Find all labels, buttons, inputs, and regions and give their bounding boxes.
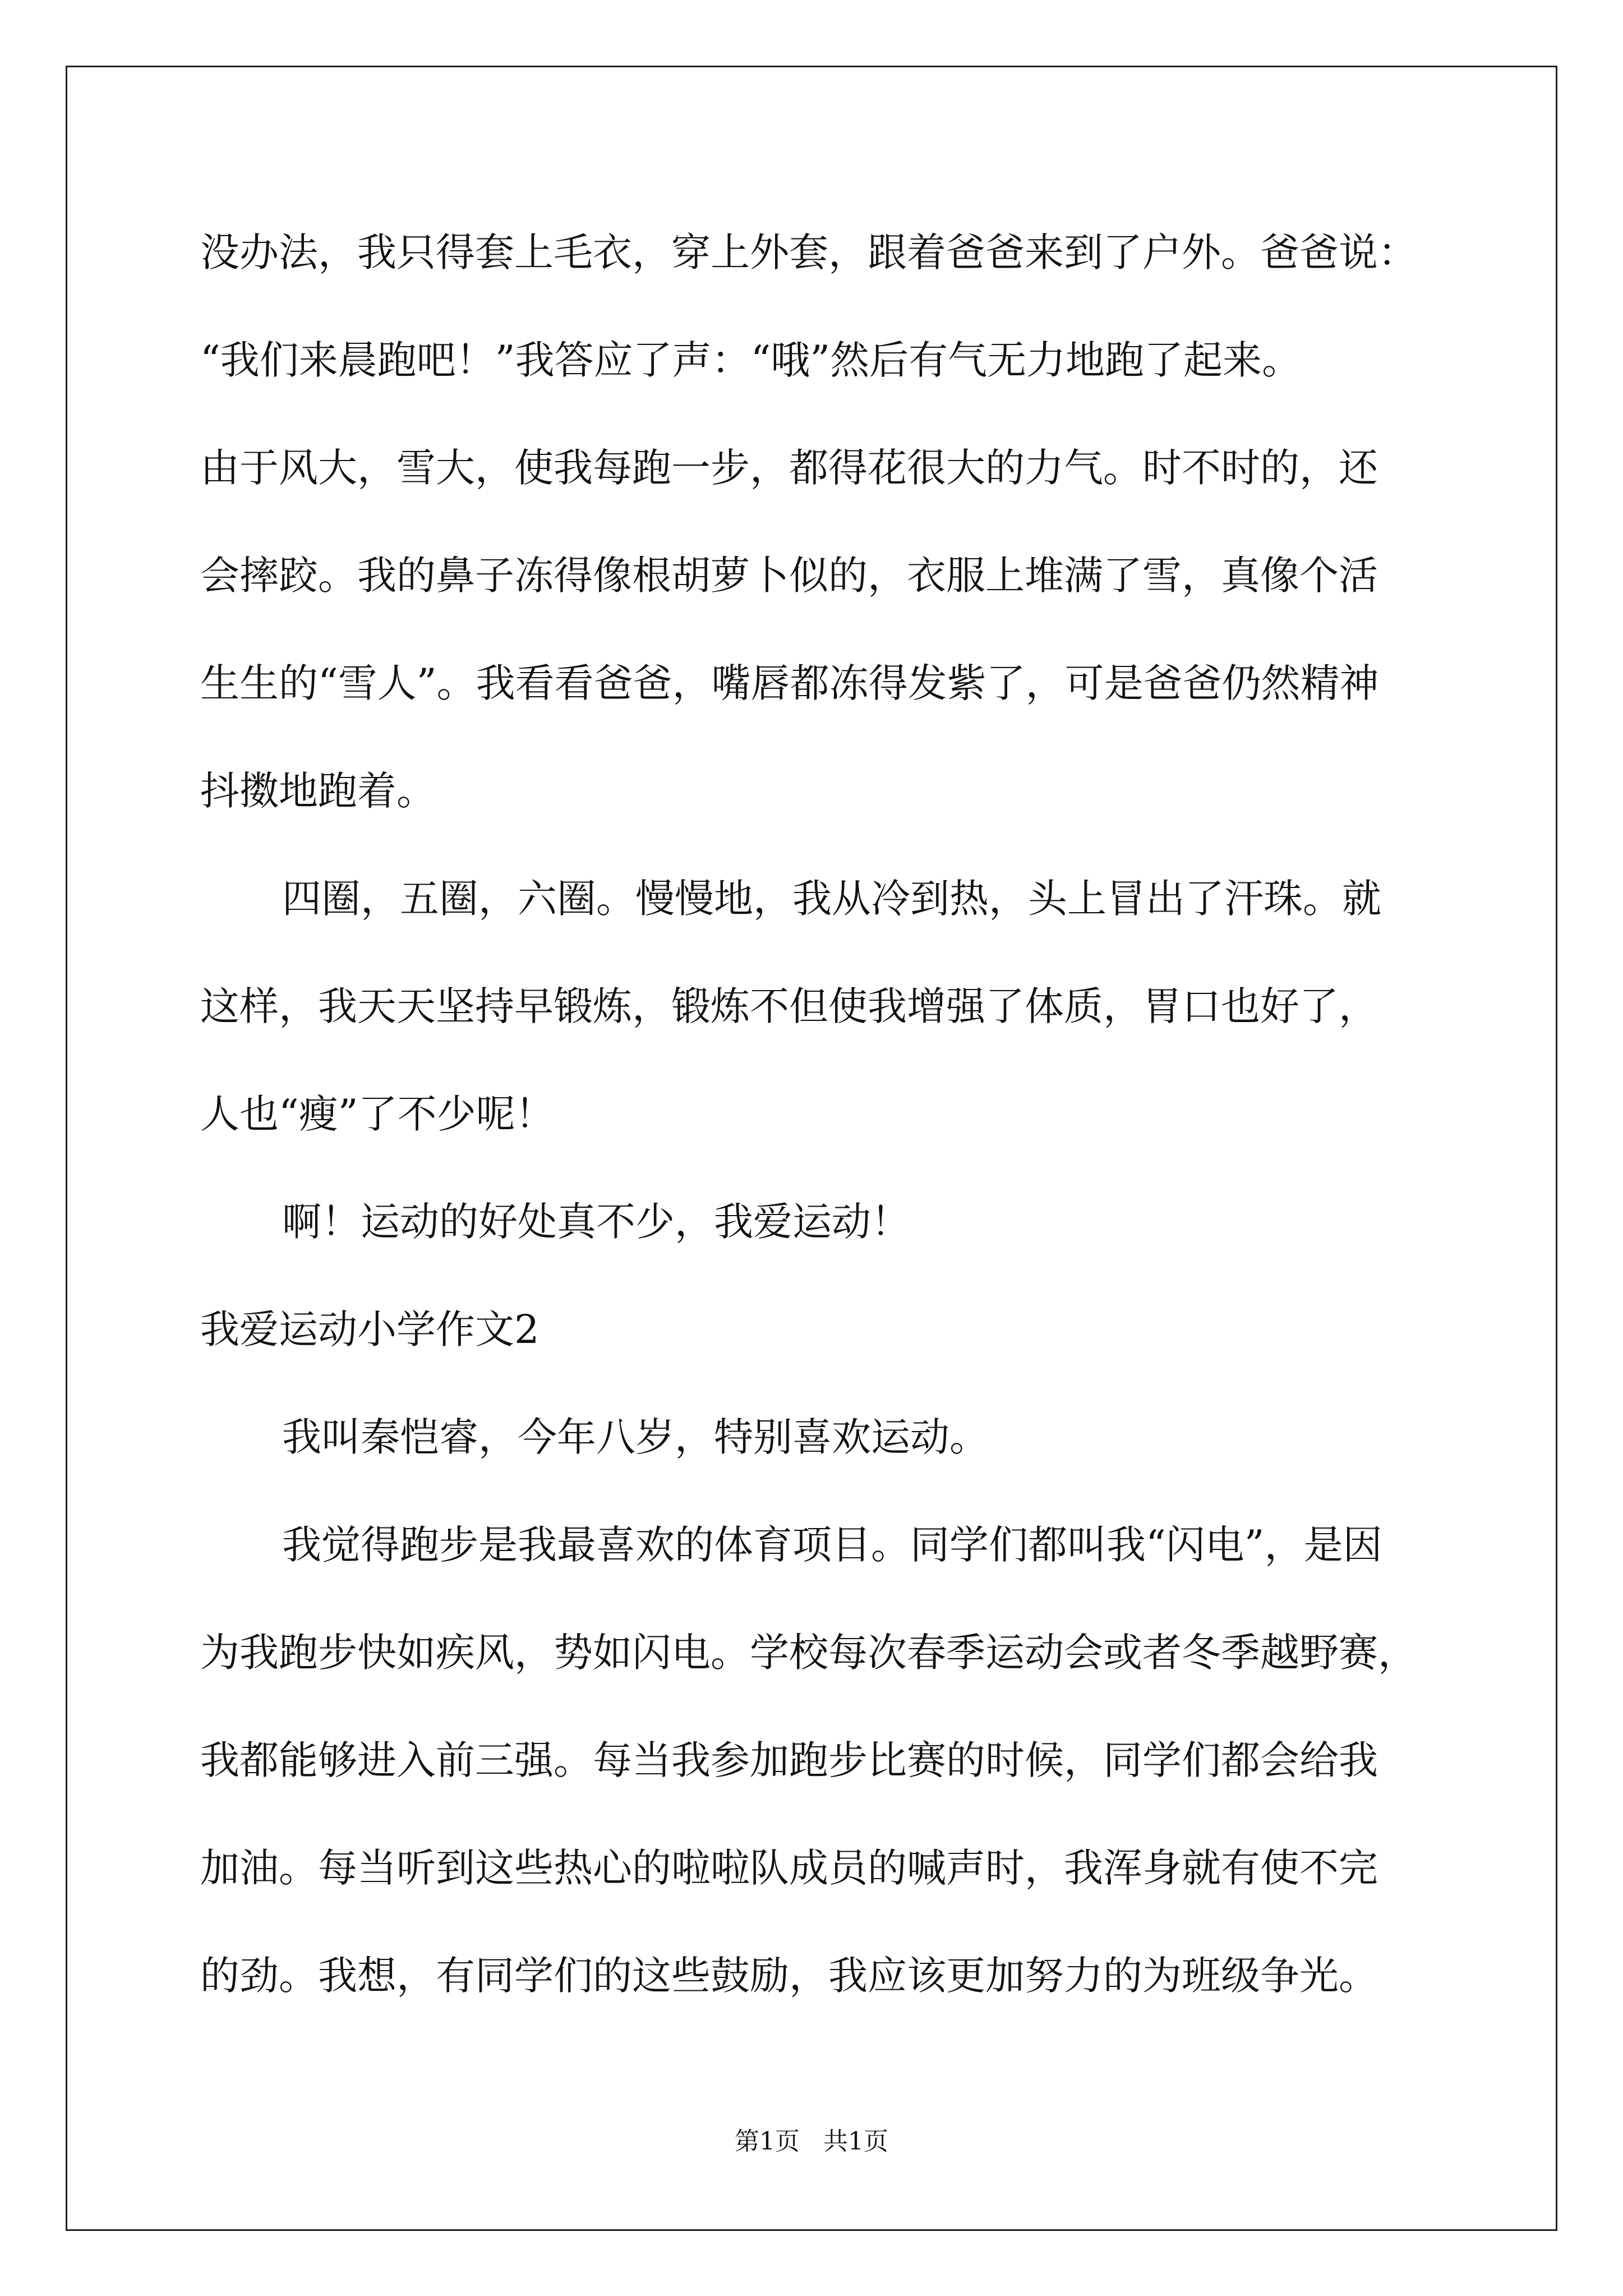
- text-line: 加油。每当听到这些热心的啦啦队成员的喊声时，我浑身就有使不完: [200, 1845, 1378, 1891]
- text-line: 人也“瘦”了不少呢！: [200, 1091, 555, 1137]
- text-line: 我都能够进入前三强。每当我参加跑步比赛的时候，同学们都会给我: [200, 1737, 1378, 1783]
- text-line: 生生的“雪人”。我看看爸爸，嘴唇都冻得发紫了，可是爸爸仍然精神: [200, 660, 1379, 706]
- text-line: 我觉得跑步是我最喜欢的体育项目。同学们都叫我“闪电”，是因: [282, 1522, 1382, 1568]
- text-line: 为我跑步快如疾风，势如闪电。学校每次春季运动会或者冬季越野赛，: [200, 1630, 1417, 1676]
- text-line: 会摔跤。我的鼻子冻得像根胡萝卜似的，衣服上堆满了雪，真像个活: [200, 553, 1378, 599]
- page-footer: 第1页 共1页: [735, 2127, 888, 2156]
- document-body: [200, 199, 1428, 2030]
- text-line: 的劲。我想，有同学们的这些鼓励，我应该更加努力的为班级争光。: [200, 1953, 1378, 1999]
- text-line: 没办法，我只得套上毛衣，穿上外套，跟着爸爸来到了户外。爸爸说：: [200, 229, 1417, 275]
- text-line: 抖擞地跑着。: [200, 768, 436, 814]
- text-line: 由于风大，雪大，使我每跑一步，都得花很大的力气。时不时的，还: [200, 445, 1378, 491]
- text-line: “我们来晨跑吧！”我答应了声：“哦”然后有气无力地跑了起来。: [200, 337, 1302, 383]
- text-line: 啊！运动的好处真不少，我爱运动！: [282, 1199, 910, 1245]
- text-line: 四圈，五圈，六圈。慢慢地，我从冷到热，头上冒出了汗珠。就: [282, 876, 1381, 922]
- text-line: 这样，我天天坚持早锻炼，锻炼不但使我增强了体质，胃口也好了，: [200, 983, 1378, 1029]
- text-line: 我爱运动小学作文2: [200, 1306, 540, 1352]
- text-line: 我叫秦恺睿，今年八岁，特别喜欢运动。: [282, 1414, 989, 1460]
